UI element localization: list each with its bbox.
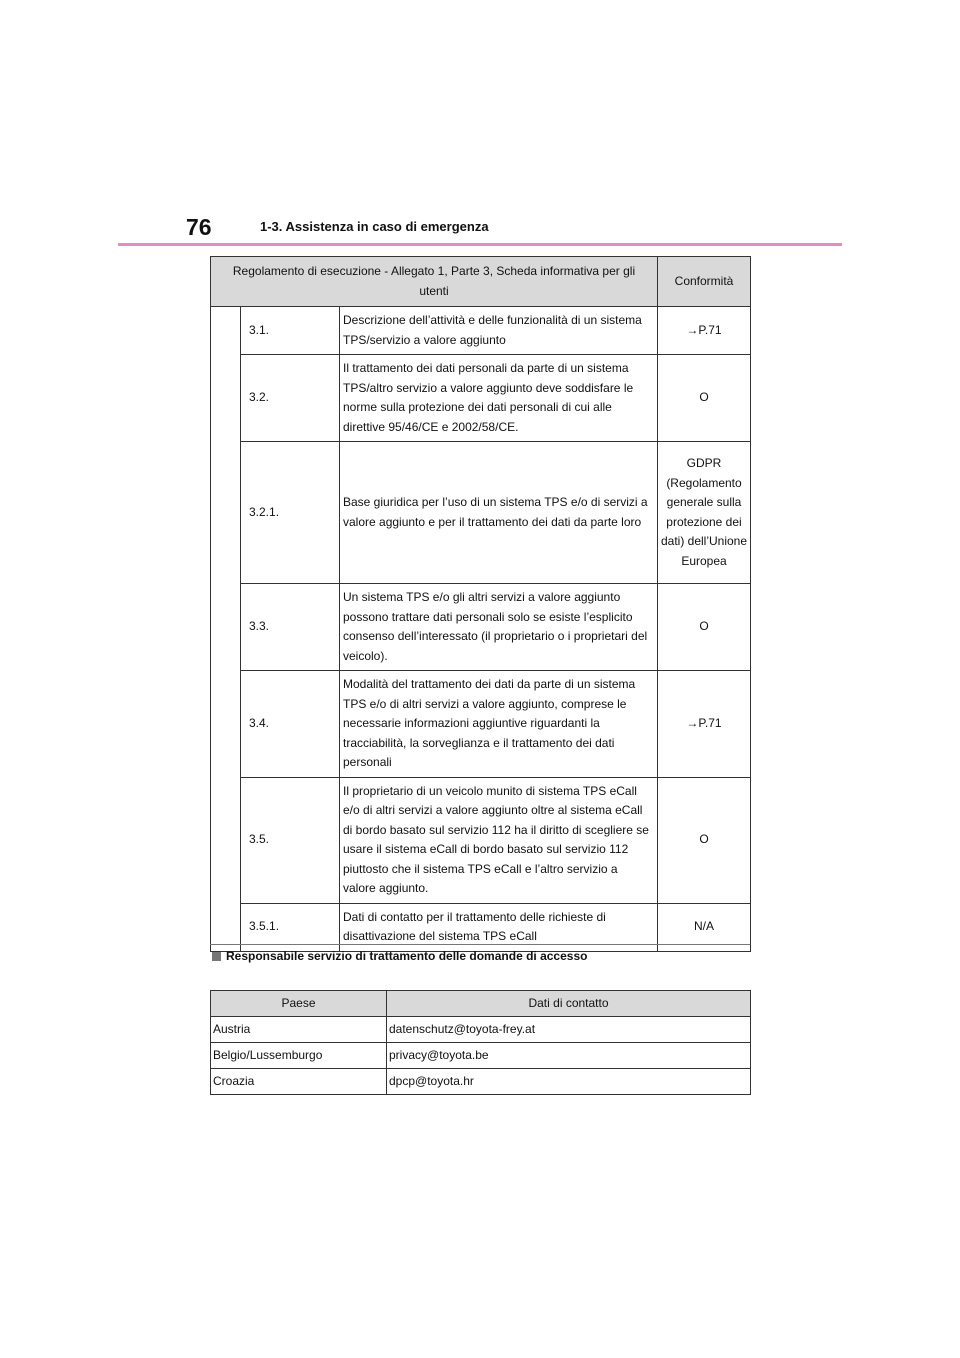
table-row [211,307,751,355]
header-regulation: Regolamento di esecuzione - Allegato 1, Parte 3, Scheda informativa per gli utenti [211,257,658,307]
country-cell: Belgio/Lussemburgo [211,1043,387,1069]
header-compliance: Conformità [658,257,751,307]
row-description: Un sistema TPS e/o gli altri servizi a valore aggiunto possono trattare dati personali solo se esiste l’esplicito consenso dell’interessato (il proprietario o i proprietari del veicolo). [340,584,658,671]
header-divider [118,243,842,246]
table-row [211,777,751,903]
contacts-header-row [211,991,751,1017]
table-row [211,671,751,778]
contact-cell: datenschutz@toyota-frey.at [387,1017,751,1043]
table-row [211,442,751,584]
row-description: Il trattamento dei dati personali da parte di un sistema TPS/altro servizio a valore aggiunto deve soddisfare le norme sulla protezione dei dati personali di cui alle direttive 95/46/CE e 2002/58/CE. [340,355,658,442]
row-code: 3.4. [241,671,340,778]
row-description: Descrizione dell’attività e delle funzionalità di un sistema TPS/servizio a valore aggiunto [340,307,658,355]
row-description: Base giuridica per l’uso di un sistema TPS e/o di servizi a valore aggiunto e per il trattamento dei dati da parte loro [340,442,658,584]
row-compliance: O [658,777,751,903]
contact-cell: dpcp@toyota.hr [387,1069,751,1095]
table-header-row [211,257,751,307]
row-compliance: GDPR (Regolamento generale sulla protezione dei dati) dell’Unione Europea [658,442,751,584]
section-title: 1-3. Assistenza in caso di emergenza [260,219,489,234]
row-code: 3.5. [241,777,340,903]
table-row [211,584,751,671]
section-divider [210,944,750,945]
row-code: 3.5.1. [241,903,340,951]
square-bullet-icon [212,952,221,961]
row-code: 3.1. [241,307,340,355]
country-cell: Croazia [211,1069,387,1095]
row-code: 3.3. [241,584,340,671]
page-number: 76 [186,214,212,240]
row-compliance: →P.71 [658,671,751,778]
header-contact: Dati di contatto [387,991,751,1017]
indent-cell [211,307,241,952]
table-row [211,1043,751,1069]
contact-cell: privacy@toyota.be [387,1043,751,1069]
row-description: Il proprietario di un veicolo munito di sistema TPS eCall e/o di altri servizi a valore aggiunto oltre al sistema eCall di bordo basato sul servizio 112 ha il diritto di scegliere se usare il sistema eCall di bordo basato sul servizio 112 piuttosto che il sistema TPS eCall e l’altro servizio a valore aggiunto. [340,777,658,903]
row-compliance: O [658,355,751,442]
country-cell: Austria [211,1017,387,1043]
row-code: 3.2.1. [241,442,340,584]
row-code: 3.2. [241,355,340,442]
table-row [211,1017,751,1043]
row-description: Dati di contatto per il trattamento delle richieste di disattivazione del sistema TPS eCall [340,903,658,951]
header-country: Paese [211,991,387,1017]
table-row [211,355,751,442]
row-compliance: →P.71 [658,307,751,355]
table-row [211,1069,751,1095]
row-compliance: N/A [658,903,751,951]
row-compliance: O [658,584,751,671]
row-description: Modalità del trattamento dei dati da parte di un sistema TPS e/o di altri servizi a valore aggiunto, comprese le necessarie informazioni aggiuntive riguardanti la tracciabilità, la sorveglianza e il trattamento dei dati personali [340,671,658,778]
info-sheet-table [210,256,751,952]
section-heading [212,949,587,963]
contacts-table [210,990,751,1095]
section-heading-text: Responsabile servizio di trattamento delle domande di accesso [226,949,588,963]
